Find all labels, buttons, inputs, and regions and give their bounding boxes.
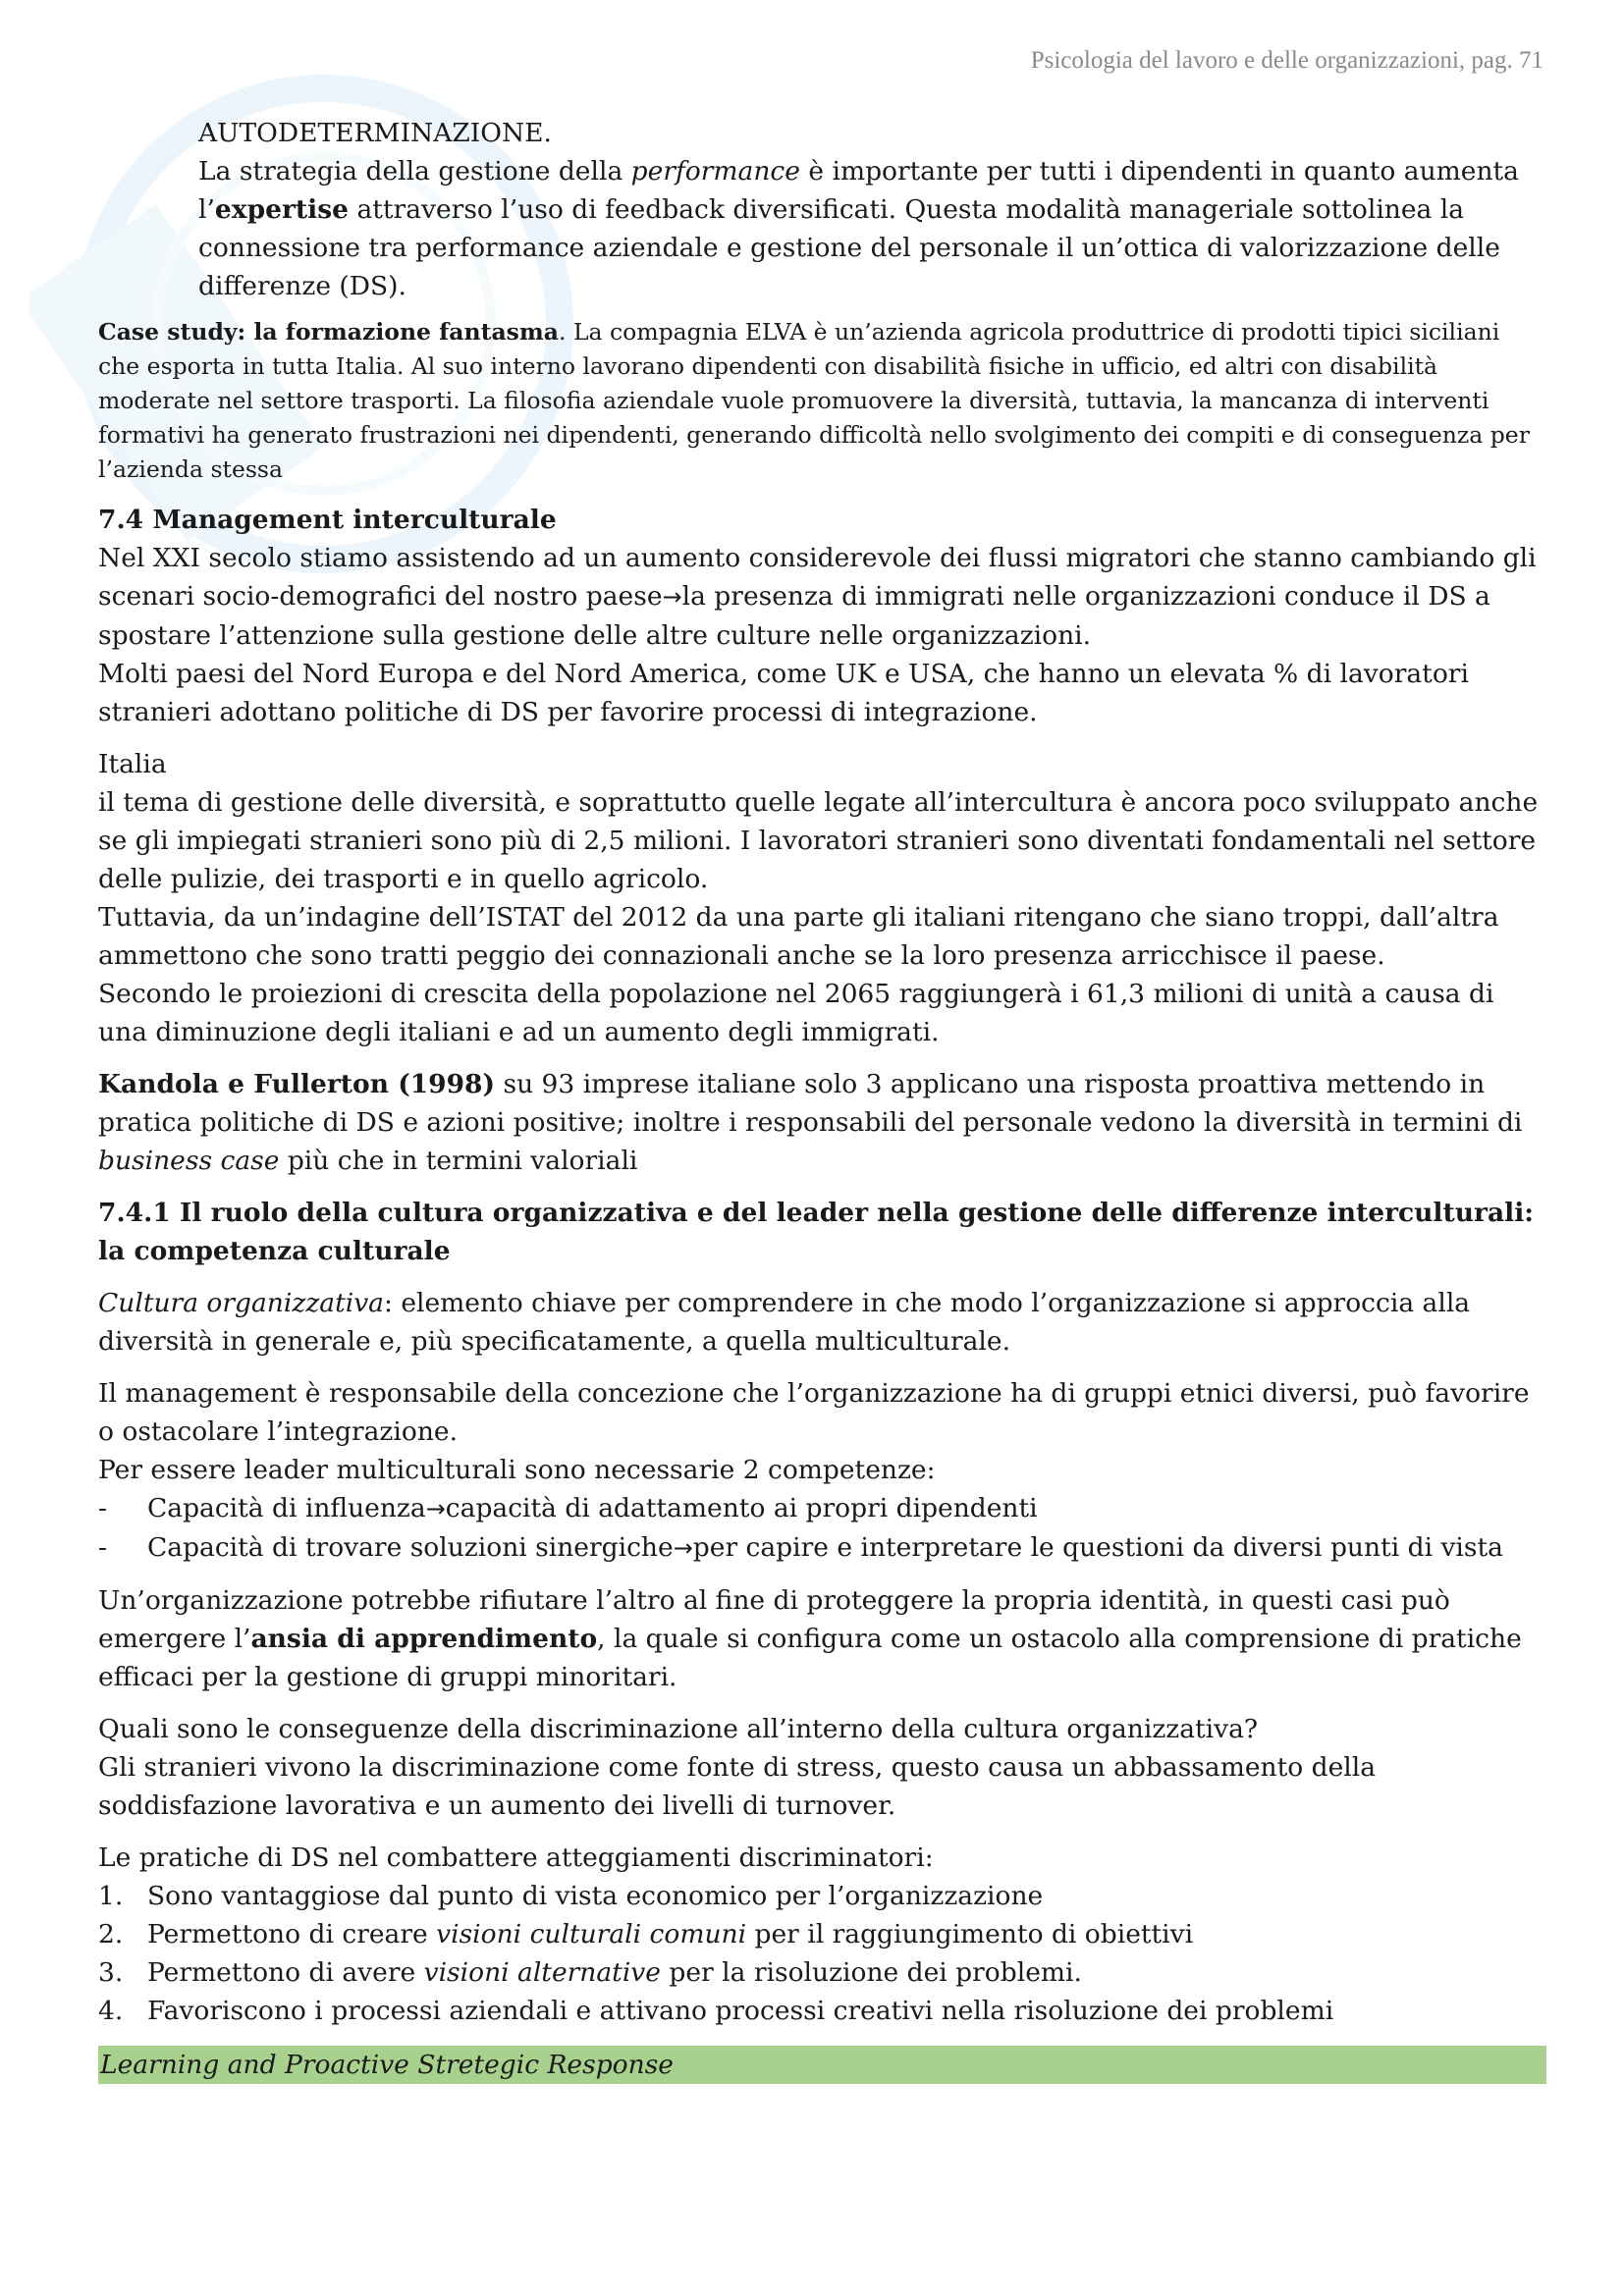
- autodeterminazione-title: AUTODETERMINAZIONE.: [198, 118, 552, 148]
- list-text-b: per la risoluzione dei problemi.: [660, 1957, 1082, 1988]
- cultura-text: : elemento chiave per comprendere in che modo l’organizzazione si approccia alla diversità in generale e, più specificatamente, a quella multiculturale.: [98, 1288, 1471, 1357]
- case-study-label: Case study: la formazione fantasma: [98, 318, 559, 346]
- list-em: visioni alternative: [423, 1957, 661, 1988]
- list-item: [98, 1992, 1546, 2030]
- case-study-paragraph: [98, 315, 1546, 487]
- list-em: visioni culturali comuni: [436, 1919, 747, 1949]
- intro-strong-expertise: expertise: [214, 194, 350, 225]
- section-7-4-heading: 7.4 Management interculturale: [98, 505, 557, 535]
- list-text-a: Sono vantaggiose dal punto di vista economico per l’organizzazione: [147, 1881, 1044, 1911]
- ansia-strong: ansia di apprendimento: [250, 1624, 598, 1654]
- arrow-icon: →: [425, 1495, 446, 1522]
- ansia-paragraph: [98, 1581, 1546, 1696]
- kandola-text-b: più che in termini valoriali: [279, 1146, 638, 1176]
- list-number: 4.: [98, 1996, 124, 2026]
- list-number: 1.: [98, 1881, 124, 1911]
- list-item: [98, 1877, 1546, 1915]
- ansia-text-b: , la quale si configura come un ostacolo alla comprensione di pratiche efficaci per la gestione di gruppi minoritari.: [98, 1624, 1522, 1692]
- list-text-b: per capire e interpretare le questioni da diversi punti di vista: [692, 1532, 1503, 1563]
- leader-paragraph: Per essere leader multiculturali sono necessarie 2 competenze:: [98, 1455, 936, 1485]
- list-text-a: Favoriscono i processi aziendali e attivano processi creativi nella risoluzione dei problemi: [147, 1996, 1334, 2026]
- kandola-paragraph: [98, 1065, 1546, 1180]
- page-header: Psicologia del lavoro e delle organizzazioni, pag. 71: [1030, 47, 1543, 74]
- cultura-em: Cultura organizzativa: [98, 1288, 384, 1318]
- p1-text-b: la presenza di immigrati nelle organizzazioni conduce il DS a spostare l’attenzione sulla gestione delle altre culture nelle organizzazioni.: [98, 581, 1490, 651]
- arrow-icon: →: [673, 1534, 693, 1562]
- italia-label: Italia: [98, 749, 167, 779]
- list-item: [98, 1528, 1546, 1568]
- intro-paragraph: [198, 152, 1546, 305]
- management-paragraph: Il management è responsabile della concezione che l’organizzazione ha di gruppi etnici diversi, può favorire o ostacolare l’integrazione.: [98, 1378, 1530, 1447]
- highlighted-heading: Learning and Proactive Stretegic Response: [98, 2046, 1546, 2084]
- intro-text-c: attraverso l’uso di feedback diversificati. Questa modalità manageriale sottolinea la connessione tra performance aziendale e gestione del personale il un’ottica di valorizzazione delle differenze (DS).: [198, 194, 1500, 301]
- intro-text-a: La strategia della gestione della: [198, 156, 631, 187]
- list-marker: -: [98, 1532, 107, 1563]
- intro-em-performance: performance: [630, 156, 800, 187]
- section-7-4-paragraph-2: Molti paesi del Nord Europa e del Nord America, come UK e USA, che hanno un elevata % di lavoratori stranieri adottano politiche di DS per favorire processi di integrazione.: [98, 659, 1469, 727]
- intro-text-b: è importante per tutti i dipendenti in quanto aumenta l’: [198, 156, 1519, 225]
- pratiche-list: [98, 1877, 1546, 2030]
- kandola-em: business case: [98, 1146, 280, 1176]
- list-item: [98, 1489, 1546, 1528]
- competenze-list: [98, 1489, 1546, 1568]
- kandola-text-a: su 93 imprese italiane solo 3 applicano una risposta proattiva mettendo in pratica politiche di DS e azioni positive; inoltre i responsabili del personale vedono la diversità in termini di: [98, 1069, 1523, 1138]
- list-number: 2.: [98, 1919, 124, 1949]
- arrow-icon: →: [662, 583, 682, 611]
- answer-paragraph: Gli stranieri vivono la discriminazione come fonte di stress, questo causa un abbassamento della soddisfazione lavorativa e un aumento dei livelli di turnover.: [98, 1752, 1376, 1821]
- pratiche-intro: Le pratiche di DS nel combattere atteggiamenti discriminatori:: [98, 1842, 934, 1873]
- case-study-text: . La compagnia ELVA è un’azienda agricola produttrice di prodotti tipici siciliani che esporta in tutta Italia. Al suo interno lavorano dipendenti con disabilità fisiche in ufficio, ed altri con disabilità moderate nel settore trasporti. La filosofia aziendale vuole promuovere la diversità, tuttavia, la mancanza di interventi formativi ha generato frustrazioni nei dipendenti, generando difficoltà nello svolgimento dei compiti e di conseguenza per l’azienda stessa: [98, 318, 1530, 483]
- kandola-citation: Kandola e Fullerton (1998): [98, 1069, 496, 1099]
- italia-paragraph-2: Tuttavia, da un’indagine dell’ISTAT del 2012 da una parte gli italiani ritengano che siano troppi, dall’altra ammettono che sono tratti peggio dei connazionali anche se la loro presenza arricchisce il paese.: [98, 902, 1499, 971]
- section-7-4-paragraph-1: [98, 539, 1546, 655]
- section-7-4-1-heading: 7.4.1 Il ruolo della cultura organizzativa e del leader nella gestione delle differenze interculturali: la competenza culturale: [98, 1198, 1535, 1266]
- italia-paragraph-1: il tema di gestione delle diversità, e soprattutto quelle legate all’intercultura è ancora poco sviluppato anche se gli impiegati stranieri sono più di 2,5 milioni. I lavoratori stranieri sono diventati fondamentali nel settore delle pulizie, dei trasporti e in quello agricolo.: [98, 787, 1539, 894]
- list-text-a: Capacità di trovare soluzioni sinergiche: [147, 1532, 674, 1563]
- list-text-a: Permettono di creare: [147, 1919, 437, 1949]
- intro-block: [98, 114, 1546, 305]
- list-number: 3.: [98, 1957, 124, 1988]
- list-text-b: per il raggiungimento di obiettivi: [746, 1919, 1194, 1949]
- list-item: [98, 1915, 1546, 1953]
- list-text-a: Capacità di influenza: [147, 1493, 426, 1523]
- cultura-paragraph: [98, 1284, 1546, 1361]
- question-paragraph: Quali sono le conseguenze della discriminazione all’interno della cultura organizzativa?: [98, 1714, 1259, 1744]
- list-text-b: capacità di adattamento ai propri dipendenti: [445, 1493, 1038, 1523]
- list-marker: -: [98, 1493, 107, 1523]
- p1-text-a: Nel XXI secolo stiamo assistendo ad un aumento considerevole dei flussi migratori che stanno cambiando gli scenari socio-demografici del nostro paese: [98, 543, 1537, 612]
- page-content: [98, 114, 1546, 2084]
- italia-paragraph-3: Secondo le proiezioni di crescita della popolazione nel 2065 raggiungerà i 61,3 milioni di unità a causa di una diminuzione degli italiani e ad un aumento degli immigrati.: [98, 979, 1494, 1047]
- list-text-a: Permettono di avere: [147, 1957, 424, 1988]
- list-item: [98, 1953, 1546, 1992]
- ansia-text-a: Un’organizzazione potrebbe rifiutare l’altro al fine di proteggere la propria identità, in questi casi può emergere l’: [98, 1585, 1450, 1654]
